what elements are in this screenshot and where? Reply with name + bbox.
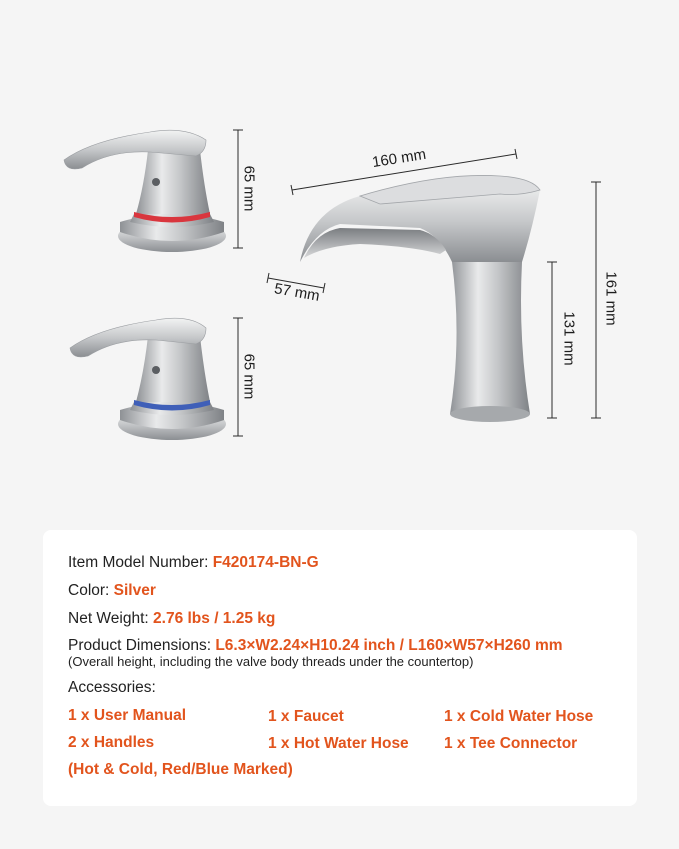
accessories-label: Accessories: xyxy=(68,679,156,696)
faucet-body xyxy=(300,175,540,422)
model-number-label: Item Model Number: xyxy=(68,554,213,571)
dimensions-value: L6.3×W2.24×H10.24 inch / L160×W57×H260 mm xyxy=(215,637,563,654)
color-row xyxy=(68,582,156,600)
weight-value: 2.76 lbs / 1.25 kg xyxy=(153,610,276,627)
accessory-item: 1 x Tee Connector xyxy=(444,735,578,752)
dimensions-row xyxy=(68,637,563,655)
dimensions-note: (Overall height, including the valve body threads under the countertop) xyxy=(68,654,474,669)
weight-label: Net Weight: xyxy=(68,610,154,627)
accessory-item: 1 x Cold Water Hose xyxy=(444,708,594,725)
accessory-item: 2 x Handles xyxy=(68,734,155,751)
spec-card xyxy=(43,530,637,806)
spout-width-label: 57 mm xyxy=(272,280,321,305)
spout-length-label: 160 mm xyxy=(371,145,428,172)
cold-handle xyxy=(70,318,226,440)
color-label: Color: xyxy=(68,582,114,599)
color-value: Silver xyxy=(113,582,156,599)
accessory-item: (Hot & Cold, Red/Blue Marked) xyxy=(68,761,293,778)
body-height-label: 131 mm xyxy=(560,311,578,366)
accessory-item: 1 x Hot Water Hose xyxy=(268,735,409,752)
accessory-item: 1 x Faucet xyxy=(268,708,344,725)
hot-handle xyxy=(64,130,226,252)
total-height-label: 161 mm xyxy=(602,271,620,326)
dimensions-label: Product Dimensions: xyxy=(68,637,216,654)
hot-handle-height-label: 65 mm xyxy=(240,165,258,212)
model-number-value: F420174-BN-G xyxy=(212,554,319,571)
model-number-row xyxy=(68,554,319,572)
accessory-item: 1 x User Manual xyxy=(68,707,187,724)
weight-row xyxy=(68,610,275,628)
cold-handle-height-label: 65 mm xyxy=(240,353,258,400)
